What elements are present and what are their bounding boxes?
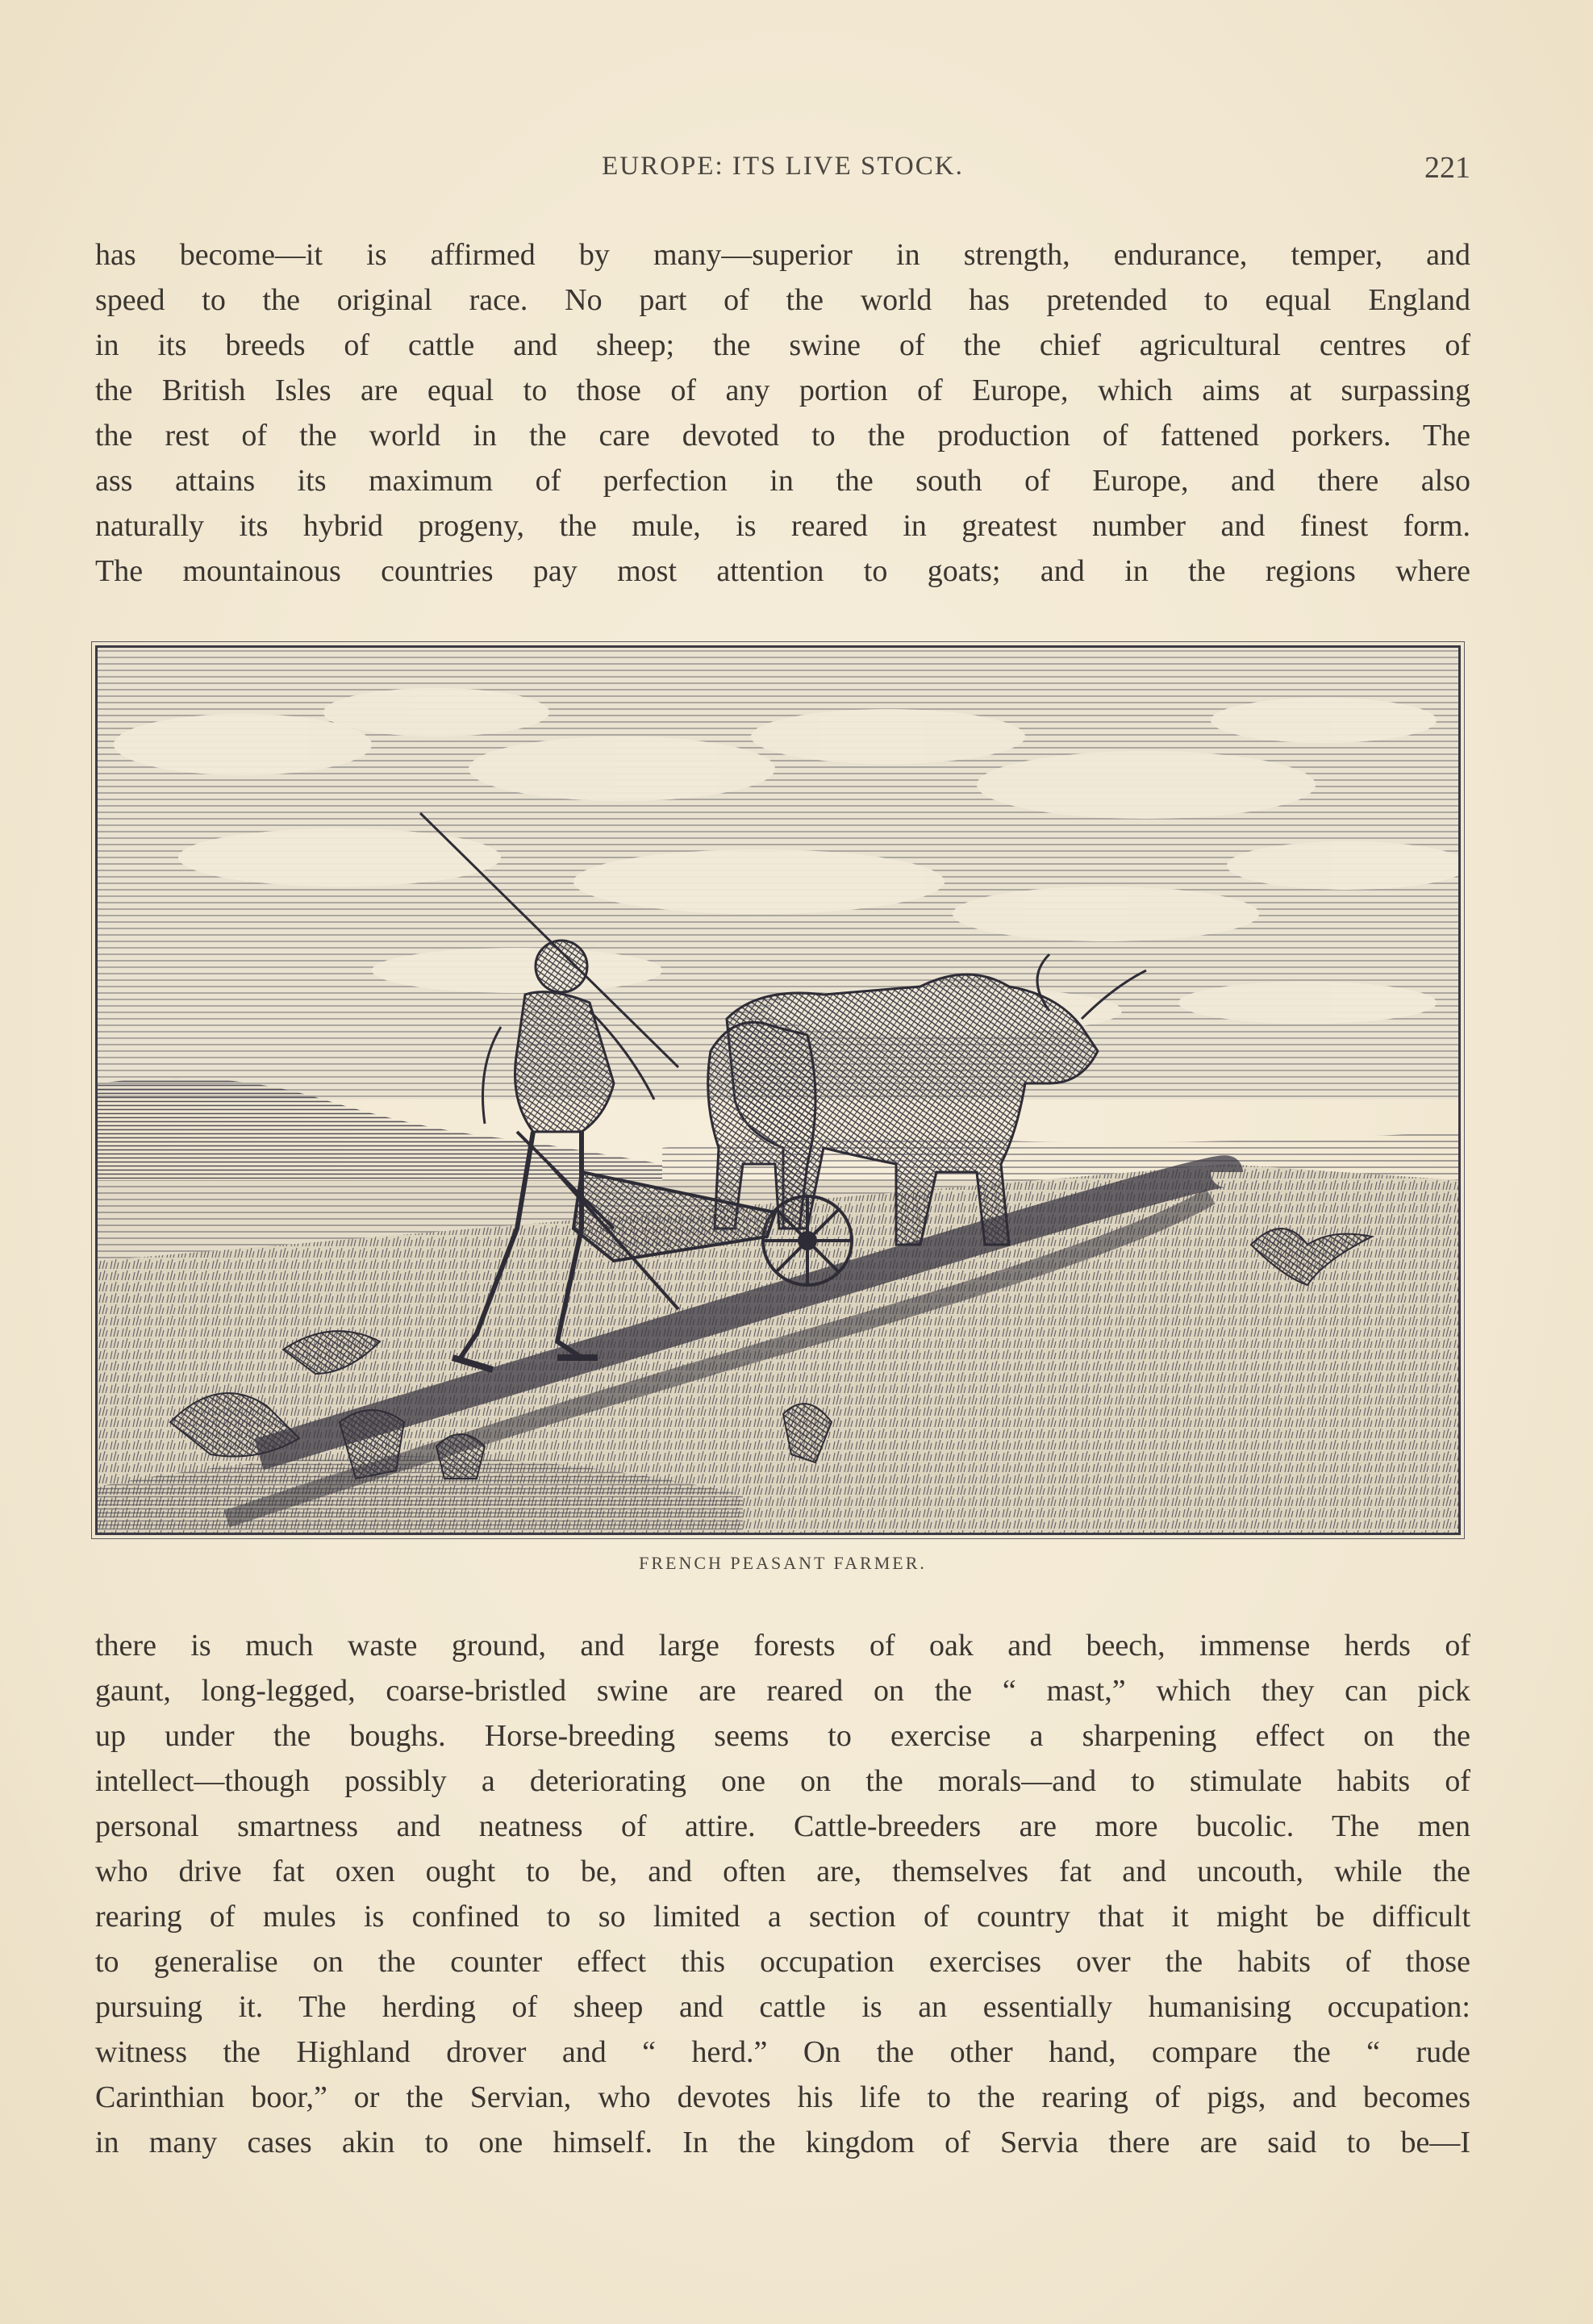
text-line: has become—it is affirmed by many—superior in strength, endurance, temper, and [95,238,1470,272]
text-line: The mountainous countries pay most attention to goats; and in the regions where [95,554,1470,588]
text-line: the rest of the world in the care devoted to the production of fattened porkers. The [95,419,1470,453]
text-line: intellect—though possibly a deteriorating one on the morals—and to stimulate habits of [95,1764,1470,1798]
text-line: personal smartness and neatness of attire. Cattle-breeders are more bucolic. The men [95,1809,1470,1843]
body-text-bottom [95,1623,1470,2165]
running-title: EUROPE: ITS LIVE STOCK. [602,152,964,181]
text-line: speed to the original race. No part of the world has pretended to equal England [95,283,1470,317]
text-line: the British Isles are equal to those of any portion of Europe, which aims at surpassing [95,373,1470,407]
text-line: naturally its hybrid progeny, the mule, is reared in greatest number and finest form. [95,509,1470,543]
text-line: ass attains its maximum of perfection in the south of Europe, and there also [95,464,1470,498]
figure-caption: FRENCH PEASANT FARMER. [639,1553,927,1573]
text-line: in many cases akin to one himself. In the kingdom of Servia there are said to be—I [95,2126,1470,2159]
text-line: to generalise on the counter effect this occupation exercises over the habits of those [95,1945,1470,1979]
text-line: witness the Highland drover and “ herd.” On the other hand, compare the “ rude [95,2035,1470,2069]
text-line: gaunt, long-legged, coarse-bristled swine are reared on the “ mast,” which they can pick [95,1674,1470,1708]
text-line: pursuing it. The herding of sheep and cattle is an essentially humanising occupation: [95,1990,1470,2024]
engraving-illustration [95,645,1461,1535]
text-line: rearing of mules is confined to so limited a section of country that it might be difficult [95,1900,1470,1934]
text-line: up under the boughs. Horse-breeding seems to exercise a sharpening effect on the [95,1719,1470,1753]
text-line: Carinthian boor,” or the Servian, who devotes his life to the rearing of pigs, and becomes [95,2080,1470,2114]
body-text-top [95,232,1470,594]
running-head [95,152,1470,192]
text-line: there is much waste ground, and large forests of oak and beech, immense herds of [95,1629,1470,1663]
text-line: in its breeds of cattle and sheep; the swine of the chief agricultural centres of [95,328,1470,362]
page-number: 221 [1424,151,1470,185]
text-line: who drive fat oxen ought to be, and often are, themselves fat and uncouth, while the [95,1855,1470,1888]
